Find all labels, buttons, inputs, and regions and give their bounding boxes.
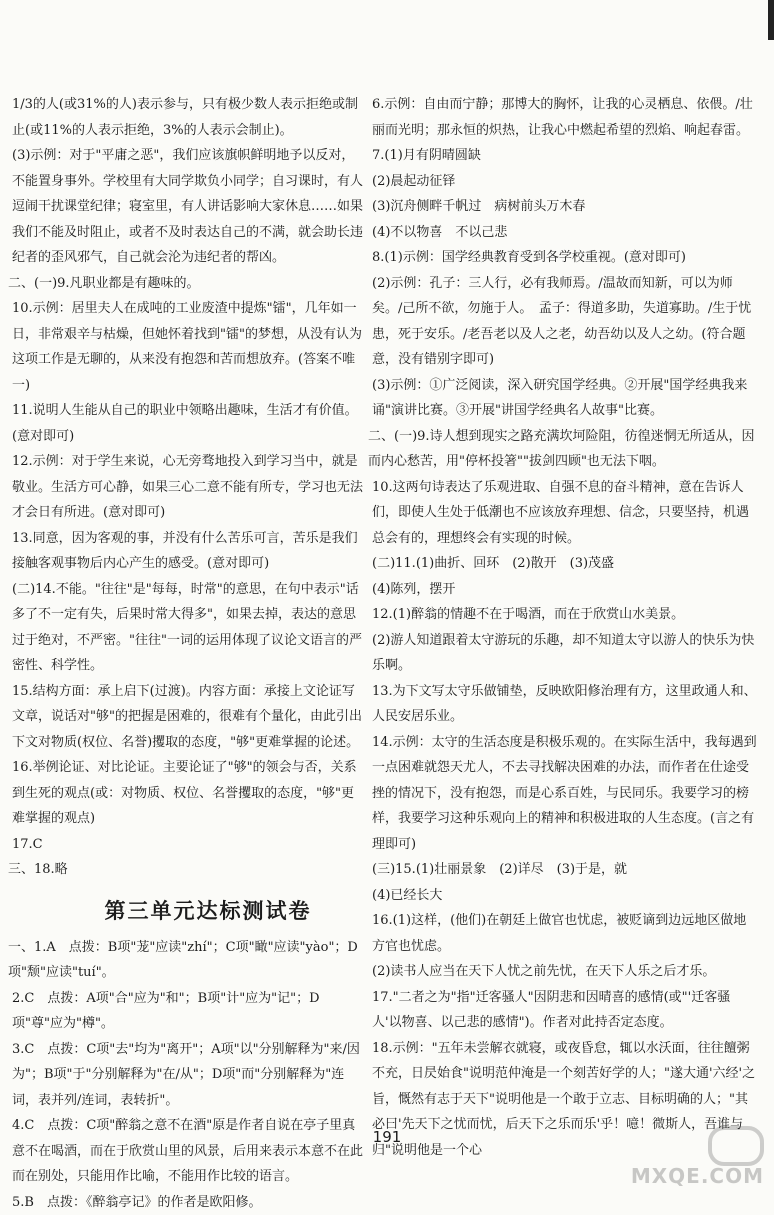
answer-paragraph: (2)晨起动征铎 [372,169,758,195]
binding-edge-mark [768,0,774,40]
answer-paragraph: (三)15.(1)壮丽景象 (2)详尽 (3)于是，就 [372,857,758,883]
answer-paragraph: 6.示例：自由而宁静；那博大的胸怀，让我的心灵栖息、依偎。/壮丽而光明；那永恒的炽热，让我心中燃起希望的烈焰、响起春雷。 [372,92,758,143]
answer-paragraph: 13.为下文写太守乐做铺垫，反映欧阳修治理有方，这里政通人和、人民安居乐业。 [372,679,758,730]
answer-paragraph: 三、18.略 [8,857,364,883]
answer-paragraph: 二、(一)9.凡职业都是有趣味的。 [8,271,364,297]
answer-paragraph: 18.示例："五年未尝解衣就寝，或夜昏怠，辄以水沃面，往往饘粥不充，日昃始食"说明范仲淹是一个刻苦好学的人；"遂大通'六经'之旨，慨然有志于天下"说明他是一个敢于立志、目标明确的人；"其必曰'先天下之忧而忧，后天下之乐而乐'乎！噫！微斯人，吾谁与归"说明他是一个心 [372,1036,758,1164]
right-column [372,92,758,1163]
answer-paragraph: 10.示例：居里夫人在成吨的工业废渣中提炼"镭"，几年如一日，非常艰辛与枯燥，但她怀着找到"镭"的梦想，从没有认为这项工作是无聊的，从来没有抱怨和苦而想放弃。(答案不唯一) [12,296,364,398]
answer-paragraph: (二)11.(1)曲折、回环 (2)散开 (3)茂盛 [372,551,758,577]
answer-paragraph: 5.B 点拨：《醉翁亭记》的作者是欧阳修。 [12,1190,364,1215]
watermark-logo [584,1126,764,1188]
watermark-icon [708,1126,764,1166]
answer-paragraph: (3)示例：对于"平庸之恶"，我们应该旗帜鲜明地予以反对，不能置身事外。学校里有大同学欺负小同学；自习课时，有人逗闹干扰课堂纪律；寝室里，有人讲话影响大家休息……如果我们不能及时阻止，或者不及时表达自己的不满，就会助长违纪者的歪风邪气，自己就会沦为违纪者的帮凶。 [12,143,364,271]
answer-paragraph: (3)示例：①广泛阅读，深入研究国学经典。②开展"国学经典我来诵"演讲比赛。③开展"讲国学经典名人故事"比赛。 [372,373,758,424]
answer-paragraph: (2)游人知道跟着太守游玩的乐趣，却不知道太守以游人的快乐为快乐啊。 [372,628,758,679]
section-title: 第三单元达标测试卷 [52,897,364,925]
answer-paragraph: 12.示例：对于学生来说，心无旁骛地投入到学习当中，就是敬业。生活方可心静，如果三心二意不能有所专，学习也无法才会日有所进。(意对即可) [12,449,364,526]
answer-paragraph: 13.同意，因为客观的事，并没有什么苦乐可言，苦乐是我们接触客观事物后内心产生的感受。(意对即可) [12,526,364,577]
answer-paragraph: 11.说明人生能从自己的职业中领略出趣味，生活才有价值。(意对即可) [12,398,364,449]
answer-paragraph: 2.C 点拨：A项"合"应为"和"；B项"计"应为"记"；D项"尊"应为"樽"。 [12,986,364,1037]
answer-paragraph: 16.(1)这样，(他们)在朝廷上做官也忧虑，被贬谪到边远地区做地方官也忧虑。 [372,908,758,959]
answer-paragraph: 12.(1)醉翁的情趣不在于喝酒，而在于欣赏山水美景。 [372,602,758,628]
left-column [12,92,364,1215]
answer-paragraph: (3)沉舟侧畔千帆过 病树前头万木春 [372,194,758,220]
answer-paragraph: 3.C 点拨：C项"去"均为"离开"；A项"以"分别解释为"来/因为"；B项"于"分别解释为"在/从"；D项"而"分别解释为"连词，表并列/连词，表转折"。 [12,1037,364,1114]
page-number: 191 [0,1128,774,1146]
answer-paragraph: 1/3的人(或31%的人)表示参与，只有极少数人表示拒绝或制止(或11%的人表示拒绝，3%的人表示会制止)。 [12,92,364,143]
answer-paragraph: (2)读书人应当在天下人忧之前先忧，在天下人乐之后才乐。 [372,959,758,985]
answer-paragraph: 15.结构方面：承上启下(过渡)。内容方面：承接上文论证写文章，说话对"够"的把握是困难的，很难有个量化，由此引出下文对物质(权位、名誉)攫取的态度，"够"更难掌握的论述。 [12,679,364,756]
answer-paragraph: 8.(1)示例：国学经典教育受到各学校重视。(意对即可) [372,245,758,271]
answer-paragraph: 7.(1)月有阴晴圆缺 [372,143,758,169]
answer-paragraph: 17.C [12,832,364,858]
answer-paragraph: 4.C 点拨：C项"醉翁之意不在酒"原是作者自说在亭子里真意不在喝酒，而在于欣赏山里的风景，后用来表示本意不在此而在别处，只能用作比喻，不能用作比较的语言。 [12,1113,364,1190]
answer-paragraph: (2)示例：孔子：三人行，必有我师焉。/温故而知新，可以为师矣。/己所不欲，勿施于人。 孟子：得道多助，失道寡助。/生于忧患，死于安乐。/老吾老以及人之老，幼吾幼以及人之幼。(符合题意，没有错别字即可) [372,271,758,373]
watermark-text: MXQE.COM [631,1164,764,1188]
answer-paragraph: (4)陈列，摆开 [372,577,758,603]
answer-paragraph: 17."二者之为"指"迁客骚人"因阴悲和因晴喜的感情(或"'迁客骚人'以物喜、以己悲的感情")。作者对此持否定态度。 [372,985,758,1036]
answer-paragraph: (4)不以物喜 不以己悲 [372,220,758,246]
answer-paragraph: 10.这两句诗表达了乐观进取、自强不息的奋斗精神，意在告诉人们，即使人生处于低潮也不应该放弃理想、信念，只要坚持，机遇总会有的，理想终会有实现的时候。 [372,475,758,552]
answer-paragraph: (4)已经长大 [372,883,758,909]
answer-paragraph: 二、(一)9.诗人想到现实之路充满坎坷险阻，彷徨迷惘无所适从，因而内心愁苦，用"停杯投箸""拔剑四顾"也无法下咽。 [368,424,758,475]
answer-paragraph: 一、1.A 点拨：B项"茏"应读"zhí"；C项"瞰"应读"yào"；D项"颓"应读"tuí"。 [8,935,364,986]
answer-paragraph: (二)14.不能。"往往"是"每每，时常"的意思，在句中表示"话多了不一定有失，后果时常大得多"，如果去掉，表达的意思过于绝对，不严密。"往往"一词的运用体现了议论文语言的严密性、科学性。 [12,577,364,679]
answer-paragraph: 16.举例论证、对比论证。主要论证了"够"的领会与否，关系到生死的观点(或：对物质、权位、名誉攫取的态度，"够"更难掌握的观点) [12,755,364,832]
answer-paragraph: 14.示例：太守的生活态度是积极乐观的。在实际生活中，我每遇到一点困难就怨天尤人，不去寻找解决困难的办法，而作者在仕途受挫的情况下，没有抱怨，而是心系百姓，与民同乐。我要学习的榜样，我要学习这种乐观向上的精神和积极进取的人生态度。(言之有理即可) [372,730,758,858]
